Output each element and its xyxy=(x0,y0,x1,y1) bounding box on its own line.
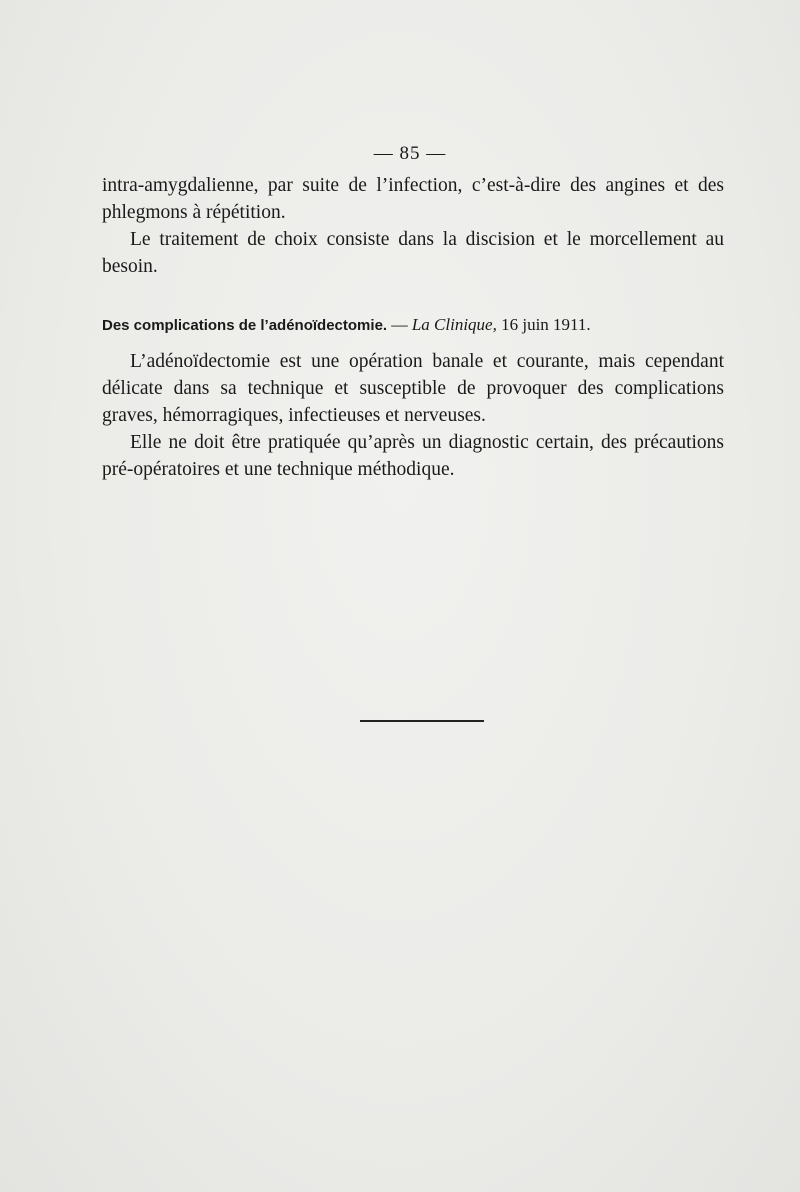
article-title: Des complications de l’adénoïdectomie. xyxy=(102,317,388,334)
paragraph-treatment: Le traitement de choix consiste dans la discision et le morcellement au besoin. xyxy=(102,229,724,277)
page-number: — 85 — xyxy=(373,143,447,164)
top-section xyxy=(102,172,724,280)
article-paragraph-1: L’adénoïdectomie est une opération banale et courante, mais cependant délicate dans sa technique et susceptible de provoquer des complications graves, hémorragiques, infectieuses et nerveuses. xyxy=(102,351,724,426)
article-heading xyxy=(102,314,742,337)
article-source: La Clinique, xyxy=(411,315,497,334)
article-date: 16 juin 1911. xyxy=(496,315,591,334)
paragraph-continuation: intra-amygdalienne, par suite de l’infection, c’est-à-dire des angines et des phlegmons à répétition. xyxy=(102,175,724,223)
section-divider-rule xyxy=(360,720,484,722)
article-body xyxy=(102,348,724,483)
article-paragraph-2: Elle ne doit être pratiquée qu’après un diagnostic certain, des précautions pré-opératoires et une technique méthodique. xyxy=(102,432,724,480)
heading-dash: — xyxy=(387,315,412,334)
